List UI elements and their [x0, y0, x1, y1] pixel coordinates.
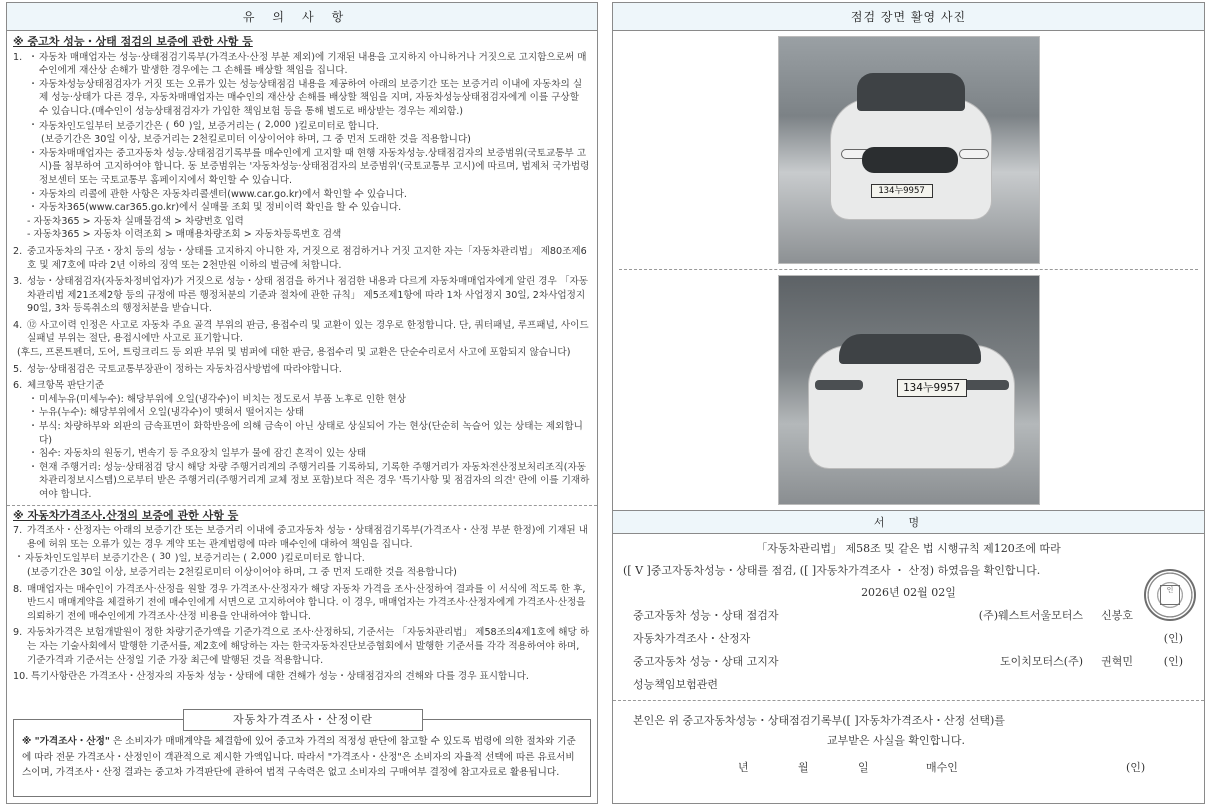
buyer-signature-line	[633, 751, 1204, 785]
section-title-price-warranty: ※ 자동차가격조사.산정의 보증에 관한 사항 등	[13, 508, 239, 522]
notice-item-3: 3. 성능・상태점검자(자동차정비업자)가 거짓으로 성능・상태 점검을 하거나 점검한 내용과 다르게 자동차매매업자에게 알린 경우 「자동차관리법 제21조제2항 등의 규정에 따른 행정처분의 기준과 절차에 관한 규칙」 제5조제1항에 따라 1차 사업정지 30일, 2차사업정지 90일, 3차 등록취소의 행정처분을 받습니다.	[13, 276, 588, 315]
notice-item-7: 7. 가격조사・산정자는 아래의 보증기간 또는 보증거리 이내에 중고자동차 성능・상태점검기록부(가격조사・산정 부분 한정)에 기재된 내용에 허위 또는 오류가 있는 경우 계약 또는 관계법령에 따라 매수인에 대하여 책임을 집니다. ・ 자동차인도일부터 보증기간은 ( 30 )일, 보증거리는 ( 2,000 )킬로미터로 합니다. (보증기간은 30일 이상, 보증거리는 2천킬로미터 이상이어야 하며, 그 중 먼저 도래한 것을 적용합니다)	[13, 524, 591, 579]
photo-header: 점검 장면 활영 사진	[613, 3, 1204, 31]
notice-item-9: 9. 자동차가격은 보험개발원이 정한 차량기준가액을 기준가격으로 조사·산정하되, 기준서는 「자동차관리법」 제58조의4제1호에 해당 하는 자는 기술사회에서 발행한 기준서를, 제2호에 해당하는 자는 한국자동차진단보증협회에서 발행한 기준서를 각각 적용하여야 하며, 기준가격과 기준서는 산정일 기준 가장 최근에 발행된 것을 적용합니다.	[13, 627, 590, 666]
headlight-icon	[959, 149, 989, 159]
section-title-inspection-warranty: ※ 중고차 성능・상태 점검의 보증에 관한 사항 등	[13, 35, 253, 48]
bullet-text: 자동차성능상태점검자가 거짓 또는 오류가 있는 성능상태점검 내용을 제공하여 아래의 보증기간 또는 보증거리 이내에 자동차의 실제 성능·상태가 다른 경우, 자동차매매업자는 매수인의 재산상 손해를 배상할 책임을 지며, 자동차성능상태점검자에게 이를 구상할 수 있습니다.(매수인이 성능상태점검자가 가입한 책임보험 등을 통해 별도로 배상받는 경우는 제외함.)	[39, 78, 583, 117]
year-label: 년	[738, 761, 749, 774]
bullet-text: 자동차매매업자는 중고자동차 성능.상태점검기록부를 매수인에게 고지할 때 현행 자동차성능.상태점검자의 보증범위(국토교통부 고시)를 첨부하여 고지하여야 합니다. 동 보증범위는 '자동차성능·상태점검자의 보증범위'(국토교통부 고시)에 따르며, 법제처 국가법령정보센터 또는 국토교통부 홈페이지에서 확인할 수 있습니다.	[39, 147, 590, 186]
buyer-seal-mark: (인)	[1126, 761, 1146, 774]
car365-path-2: - 자동차365 > 자동차 이력조회 > 매매용차량조회 > 자동차등록번호 검색	[27, 229, 342, 241]
item-number: 1.	[13, 51, 23, 63]
signature-section	[613, 538, 1204, 696]
notice-item-10: 10. 특기사항란은 가격조사・산정자의 자동차 성능・상태에 대한 견해가 성능・상태점검자의 견해와 다를 경우 표시합니다.	[13, 671, 529, 683]
price-definition-title: 자동차가격조사・산정이란	[183, 709, 423, 731]
notice-item-6: 6. 체크항목 판단기준 ・ 미세누유(미세누수): 해당부위에 오일(냉각수)이 비치는 정도로서 부품 노후로 인한 현상 ・ 누유(누수): 해당부위에서 오일(냉각수)이 맺혀서 떨어지는 상태 ・ 부식: 차량하부와 외판의 금속표면이 화학반응에 의해 금속이 아닌 상태로 상실되어 가는 현상(단순히 녹슬어 있는 상태는 제외합니다) ・ 침수: 자동차의 원동기, 변속기 등 주요장치 일부가 물에 잠긴 흔적이 있는 상태 ・ 현재 주행거리: 성능·상태점검 당시 해당 차량 주행거리계의 주행거리를 기록하되, 기록한 주행거리가 자동차전산정보처리조직(자동차관리정보시스템)으로부터 받은 주행거리(주행거리계 교체 정보 포함)보다 적은 경우 '특기사항 및 점검자의 의견' 란에 이를 기재하여야 합니다.	[13, 380, 590, 500]
signer-row-notifier: 중고자동차 성능・상태 고지자 도이치모터스(주) 권혁민 (인)	[633, 655, 1183, 668]
confirmation-line: ([ V ]중고자동차성능・상태를 점검, ([ ]자동차가격조사 ・ 산정) 하였음을 확인합니다.	[623, 564, 1041, 577]
windshield-shape	[857, 73, 965, 111]
photo-signature-panel	[612, 2, 1205, 804]
month-label: 월	[798, 761, 809, 774]
grille-shape	[862, 147, 958, 173]
car365-path-1: - 자동차365 > 자동차 실매물검색 > 차량번호 입력	[27, 215, 244, 227]
warranty-days-value: 30	[159, 552, 171, 563]
license-plate: 134누9957	[897, 379, 967, 397]
photo-front-area	[613, 31, 1204, 269]
warranty-line: ・ 자동차인도일부터 보증기간은 ( 60 )일, 보증거리는 ( 2,000 )킬로미터로 합니다.	[28, 119, 379, 132]
signature-date: 2026년 02월 02일	[861, 586, 956, 599]
taillight-icon	[961, 380, 1009, 390]
receipt-confirmation: 본인은 위 중고자동차성능・상태점검기록부([ ]자동차가격조사・산정 선택)를 교부받은 사실을 확인합니다. 년 월 일 매수인 (인)	[613, 701, 1204, 785]
signer-row-inspector: 중고자동차 성능・상태 점검자 (주)웨스트서울모터스 신봉호	[633, 609, 1133, 622]
price-definition-box	[13, 709, 591, 797]
car-body-shape	[809, 346, 1014, 468]
buyer-label: 매수인	[926, 761, 958, 774]
car-rear-photo	[778, 275, 1040, 505]
company-seal-stamp-icon: 인	[1144, 569, 1196, 621]
notice-item-8: 8. 매매업자는 매수인이 가격조사·산정을 원할 경우 가격조사·산정자가 해당 자동차 가격을 조사·산정하여 결과를 이 서식에 적도록 한 후, 반드시 매매계약을 체결하기 전에 매수인에게 서면으로 고지하여야 합니다. 이 경우, 매매업자는 가격조사·산정자에게 가격조사·산정을 의뢰하기 전에 매수인에게 가격조사·산정 비용을 안내하여야 합니다.	[13, 583, 586, 622]
warranty-km-value: 2,000	[251, 552, 277, 563]
warranty-days-value: 60	[173, 119, 185, 130]
taillight-icon	[815, 380, 863, 390]
notice-panel	[6, 2, 598, 804]
photo-rear-area	[613, 270, 1204, 510]
signature-header: 서명	[613, 510, 1204, 534]
signer-row-insurance: 성능책임보험관련	[633, 678, 719, 691]
car-front-photo	[778, 36, 1040, 264]
rear-window-shape	[839, 334, 981, 364]
notice-item-1: 1. ・ 자동차 매매업자는 성능·상태점검기록부(가격조사·산정 부분 제외)에 기재된 내용을 고지하지 아니하거나 거짓으로 고지함으로써 매수인에게 재산상 손해가 발생한 경우에는 그 손해를 배상할 책임을 집니다. ・ 자동차성능상태점검자가 거짓 또는 오류가 있는 성능상태점검 내용을 제공하여 아래의 보증기간 또는 보증거리 이내에 자동차의 실제 성능·상태가 다른 경우, 자동차매매업자는 매수인의 재산상 손해를 배상할 책임을 지며, 자동차성능상태점검자에게 이를 구상할 수 있습니다.(매수인이 성능상태점검자가 가입한 책임보험 등을 통해 별도로 배상받는 경우는 제외함.) ・ 자동차인도일부터 보증기간은 ( 60 )일, 보증거리는 ( 2,000 )킬로미터로 합니다. (보증기간은 30일 이상, 보증거리는 2천킬로미터 이상이어야 하며, 그 중 먼저 도래한 것을 적용합니다) ・ 자동차매매업자는 중고자동차 성능.상태점검기록부를 매수인에게 고지할 때 현행 자동차성능.상태점검자의 보증범위(국토교통부 고시)를 첨부하여 고지하여야 합니다. 동 보증범위는 '자동차성능·상태점검자의 보증범위'(국토교통부 고시)에 따르며, 법제처 국가법령정보센터 또는 국토교통부 홈페이지에서 확인할 수 있습니다. ・ 자동차의 리콜에 관한 사항은 자동차리콜센터(www.car.go.kr)에서 확인할 수 있습니다. ・ 자동차365(www.car365.go.kr)에서 실매물 조회 및 정비이력 확인을 할 수 있습니다. - 자동차365 > 자동차 실매물검색 > 차량번호 입력 - 자동차365 > 자동차 이력조회 > 매매용차량조회 > 자동차등록번호 검색	[13, 51, 590, 241]
section-divider	[7, 505, 597, 506]
notice-item-5: 5. 성능·상태점검은 국토교통부장관이 정하는 자동차검사방법에 따라야합니다.	[13, 363, 342, 375]
notice-header: 유의사항	[7, 3, 597, 31]
day-label: 일	[858, 761, 869, 774]
price-definition-lead: ※ "가격조사・산정"	[22, 736, 110, 747]
license-plate: 134누9957	[871, 184, 933, 198]
bullet-text: 자동차 매매업자는 성능·상태점검기록부(가격조사·산정 부분 제외)에 기재된 내용을 고지하지 아니하거나 거짓으로 고지함으로써 매수인에게 재산상 손해가 발생한 경우에는 그 손해를 배상할 책임을 집니다.	[39, 51, 587, 77]
law-reference: 「자동차관리법」 제58조 및 같은 법 시행규칙 제120조에 따라	[756, 542, 1061, 555]
car365-text: 자동차365(www.car365.go.kr)에서 실매물 조회 및 정비이력 확인을 할 수 있습니다.	[39, 202, 402, 214]
notice-item-4: 4. ⑫ 사고이력 인정은 사고로 자동차 주요 골격 부위의 판금, 용접수리 및 교환이 있는 경우로 한정합니다. 단, 쿼터패널, 루프패널, 사이드실패널 부위는 절단, 용접시에만 사고로 표기합니다. (후드, 프론트펜더, 도어, 트렁크리드 등 외판 부위 및 범퍼에 대한 판금, 용접수리 및 교환은 단순수리로서 사고에 포함되지 않습니다)	[13, 319, 589, 359]
warranty-note: (보증기간은 30일 이상, 보증거리는 2천킬로미터 이상이어야 하며, 그 중 먼저 도래한 것을 적용합니다)	[41, 134, 471, 146]
price-definition-text: 은 소비자가 매매계약을 체결함에 있어 중고차 가격의 적정성 판단에 참고할 수 있도록 법령에 의한 절차와 기준에 따라 전문 가격조사・산정인이 객관적으로 제시한 가액입니다. 따라서 "가격조사・산정"은 소비자의 자율적 선택에 따른 유료서비스이며, 가격조사・산정 결과는 중고차 가격판단에 관하여 법적 구속력은 없고 소비자의 구매여부 결정에 참고자료로 활용됩니다.	[22, 736, 576, 779]
warranty-line: ・ 자동차인도일부터 보증기간은 ( 30 )일, 보증거리는 ( 2,000 )킬로미터로 합니다.	[14, 552, 365, 565]
recall-center-text: 자동차의 리콜에 관한 사항은 자동차리콜센터(www.car.go.kr)에서 확인할 수 있습니다.	[39, 188, 407, 200]
warranty-km-value: 2,000	[265, 119, 291, 130]
notice-item-2: 2. 중고자동차의 구조・장치 등의 성능・상태를 고지하지 아니한 자, 거짓으로 점검하거나 거짓 고지한 자는「자동차관리법」 제80조제6호 및 제7호에 따라 2년 이하의 징역 또는 2천만원 이하의 벌금에 처합니다.	[13, 245, 587, 271]
signer-row-appraiser: 자동차가격조사・산정자 (인)	[633, 632, 1183, 645]
